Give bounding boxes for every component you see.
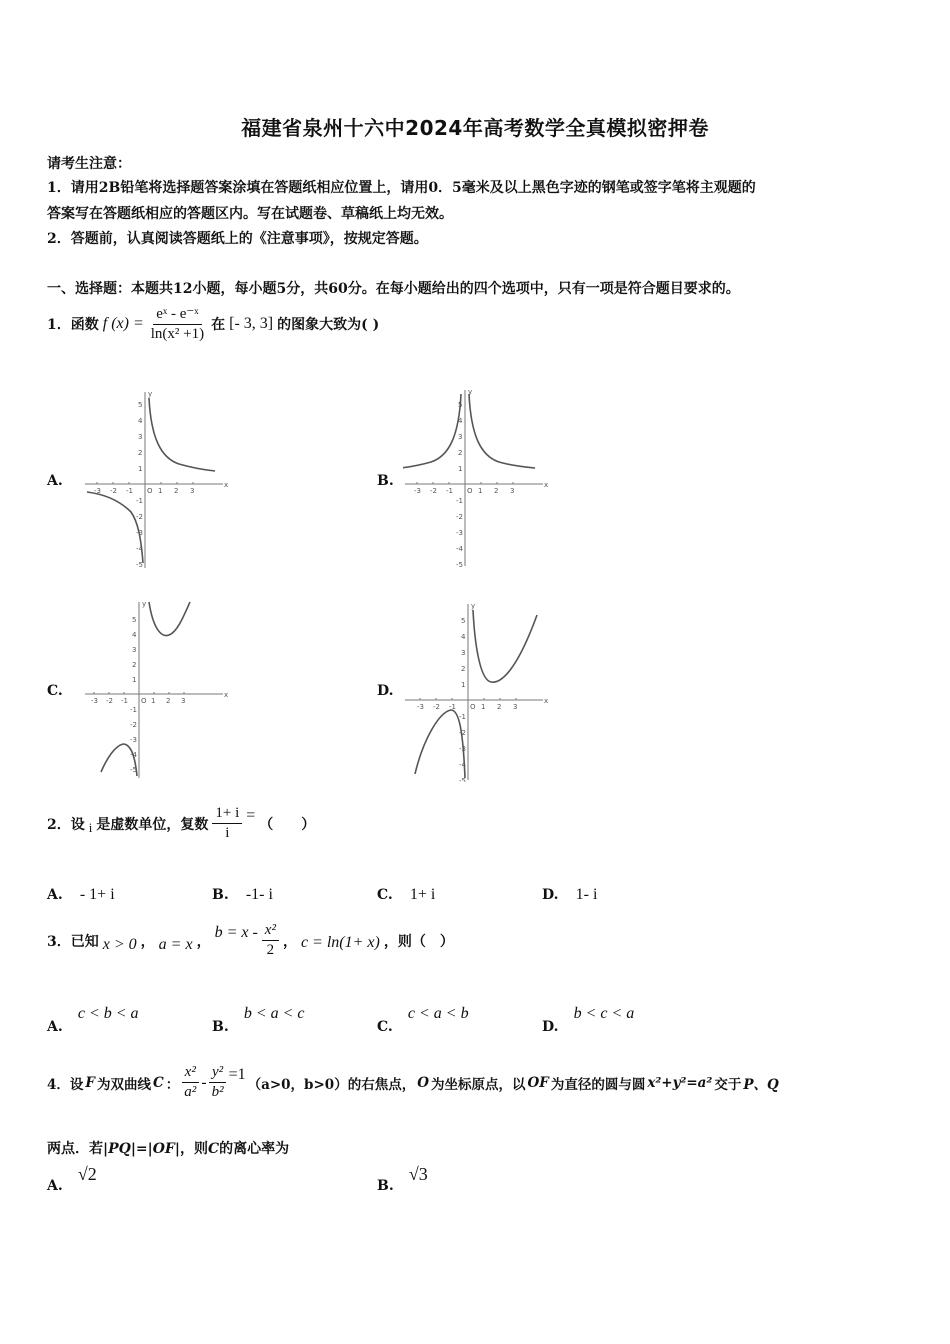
q2-option-b-value: -1- i <box>245 886 273 903</box>
q1-denominator: ln(x² +1) <box>150 326 205 342</box>
y-tick-label: 2 <box>461 665 466 673</box>
page-title: 福建省泉州十六中2024年高考数学全真模拟密押卷 <box>241 116 709 140</box>
y-tick-label: 3 <box>458 433 463 441</box>
q4-text-2: 为坐标原点，以 <box>430 1076 526 1093</box>
y-tick-label: 1 <box>461 681 466 689</box>
q4-line2-c: 的离心率为 <box>219 1141 290 1157</box>
graph-c-curve-right <box>149 602 190 636</box>
q4-O: O <box>417 1074 429 1091</box>
q4-prefix: 4．设 <box>47 1076 84 1093</box>
q4-line2-b: ，则 <box>179 1141 208 1157</box>
graph-d-curve-right <box>473 610 537 682</box>
x-tick-label: -2 <box>433 703 440 711</box>
question-3 <box>47 922 454 959</box>
q2-mid: 是虚数单位，复数 <box>96 816 209 833</box>
q1-graph-c <box>83 598 233 780</box>
q1-graph-d <box>403 600 553 782</box>
q2-eq: = <box>246 806 256 824</box>
x-tick-label: 3 <box>513 703 518 711</box>
y-tick-label: -4 <box>456 545 463 553</box>
q4-line2-a: 两点．若 <box>47 1141 103 1157</box>
q4-text-4: 交于 <box>714 1076 742 1093</box>
q4-abs: |PQ|=|OF| <box>103 1141 180 1157</box>
q3-c: c = ln(1+ x) <box>300 933 380 951</box>
q1-prefix: 1．函数 <box>47 316 99 333</box>
x-tick-label: -3 <box>414 487 421 495</box>
y-tick-label: -1 <box>456 497 463 505</box>
q3-comma-2: ， <box>196 933 211 950</box>
q2-option-a-value: - 1+ i <box>79 886 115 903</box>
x-tick-label: 2 <box>497 703 502 711</box>
question-4-line-2 <box>47 1138 289 1158</box>
x-tick-label: -1 <box>449 703 456 711</box>
graph-a-curve-right <box>149 398 215 471</box>
q2-option-c <box>377 884 435 904</box>
q4-option-a-label: A. <box>47 1178 63 1194</box>
q1-interval: [- 3, 3] <box>229 314 274 332</box>
y-tick-label: 2 <box>458 449 463 457</box>
q4-fraction-2-den: b² <box>211 1084 224 1100</box>
y-tick-label: 1 <box>132 676 137 684</box>
q2-option-b-label: B. <box>212 887 229 903</box>
q4-C: C <box>153 1074 164 1091</box>
q3-option-d <box>542 1003 635 1035</box>
q2-denominator: i <box>225 825 230 841</box>
notice-heading: 请考生注意： <box>47 156 131 172</box>
q1-option-c-label: C. <box>47 683 63 699</box>
x-tick-label: 1 <box>151 697 156 705</box>
q2-prefix: 2．设 <box>47 816 85 833</box>
y-tick-label: -5 <box>459 777 466 782</box>
y-tick-label: 5 <box>138 401 143 409</box>
q2-option-d <box>542 884 597 904</box>
y-tick-label: -2 <box>456 513 463 521</box>
y-tick-label: -2 <box>459 729 466 737</box>
x-tick-label: 3 <box>190 487 195 495</box>
y-axis-label: y <box>142 600 147 608</box>
y-tick-label: -4 <box>459 761 466 769</box>
q3-option-c-value: c < a < b <box>407 1005 469 1022</box>
y-tick-label: 5 <box>132 616 137 624</box>
q2-option-a <box>47 884 115 904</box>
q3-option-c-label: C. <box>377 1019 393 1035</box>
y-tick-label: -5 <box>130 766 137 774</box>
q2-option-b <box>212 884 273 904</box>
graph-d-curve-left <box>415 710 465 778</box>
x-tick-label: -1 <box>126 487 133 495</box>
q3-option-a-label: A. <box>47 1019 63 1035</box>
q3-a: a = x <box>158 935 193 953</box>
graph-a-curve-left <box>87 492 143 563</box>
y-tick-label: 4 <box>132 631 137 639</box>
x-tick-label: O <box>467 487 473 495</box>
q2-numerator: 1+ i <box>212 805 242 824</box>
x-tick-label: -3 <box>91 697 98 705</box>
y-tick-label: 3 <box>132 646 137 654</box>
x-tick-label: 2 <box>174 487 179 495</box>
y-tick-label: 5 <box>458 401 463 409</box>
q2-option-c-label: C. <box>377 887 393 903</box>
q1-fx: f (x) = <box>102 314 144 332</box>
question-4 <box>47 1064 779 1101</box>
x-tick-label: -3 <box>94 487 101 495</box>
q3-b-lhs: b = x - <box>214 923 258 941</box>
y-tick-label: 3 <box>461 649 466 657</box>
y-tick-label: 4 <box>458 417 463 425</box>
q3-comma-3: ， <box>282 933 297 950</box>
y-tick-label: 5 <box>461 617 466 625</box>
q4-colon: ： <box>165 1076 180 1093</box>
x-tick-label: 3 <box>510 487 515 495</box>
y-axis-label: y <box>468 388 473 396</box>
q3-prefix: 3．已知 <box>47 933 99 950</box>
y-tick-label: 2 <box>138 449 143 457</box>
y-tick-label: -3 <box>459 745 466 753</box>
x-tick-label: -2 <box>110 487 117 495</box>
x-tick-label: 3 <box>181 697 186 705</box>
q4-F: F <box>85 1074 95 1091</box>
q1-fraction <box>148 304 207 343</box>
q4-fraction-2-num: y² <box>209 1064 226 1083</box>
q3-option-b-label: B. <box>212 1019 229 1035</box>
y-tick-label: -1 <box>136 497 143 505</box>
q2-option-d-value: 1- i <box>575 886 598 903</box>
question-1 <box>47 304 379 343</box>
y-tick-label: 1 <box>138 465 143 473</box>
y-tick-label: -2 <box>130 721 137 729</box>
x-tick-label: -1 <box>121 697 128 705</box>
q3-b-numerator: x² <box>262 922 279 941</box>
graph-b-curve-right <box>469 394 535 468</box>
q4-fraction-1-den: a² <box>184 1084 197 1100</box>
q4-text-1: 为双曲线 <box>97 1076 151 1093</box>
q3-option-d-label: D. <box>542 1019 559 1035</box>
q1-suffix: 的图象大致为( ) <box>277 316 380 333</box>
y-tick-label: -4 <box>130 751 137 759</box>
y-tick-label: -1 <box>459 713 466 721</box>
q3-option-d-value: b < c < a <box>573 1005 635 1022</box>
q4-option-b-value: √3 <box>408 1164 428 1184</box>
q3-option-a <box>47 1003 139 1035</box>
q1-numerator: eˣ - e⁻ˣ <box>153 304 201 325</box>
q2-option-d-label: D. <box>542 887 559 903</box>
q2-paren: （ ） <box>259 816 316 833</box>
x-tick-label: O <box>147 487 153 495</box>
q1-in: 在 <box>211 316 226 333</box>
x-tick-label: -1 <box>446 487 453 495</box>
q4-text-3: 为直径的圆与圆 <box>550 1076 646 1093</box>
q4-option-b-label: B. <box>377 1178 394 1194</box>
y-tick-label: -3 <box>130 736 137 744</box>
x-tick-label: 1 <box>158 487 163 495</box>
y-tick-label: -5 <box>136 561 143 569</box>
q3-condition: x > 0 <box>102 935 137 953</box>
x-tick-label: -3 <box>417 703 424 711</box>
notice-line-1b: 答案写在答题纸相应的答题区内。写在试题卷、草稿纸上均无效。 <box>47 206 453 222</box>
x-tick-label: 2 <box>494 487 499 495</box>
q3-b-fraction <box>262 922 279 959</box>
y-tick-label: 4 <box>138 417 143 425</box>
y-axis-label: y <box>471 602 476 610</box>
q4-option-a-value: √2 <box>77 1164 97 1184</box>
q3-option-b-value: b < a < c <box>243 1005 305 1022</box>
y-tick-label: 2 <box>132 661 137 669</box>
x-axis-label: x <box>544 697 549 705</box>
question-2 <box>47 805 315 842</box>
q4-circle: x²+y²=a² <box>647 1074 713 1091</box>
q4-option-a <box>47 1164 97 1194</box>
q4-minus: - <box>201 1073 207 1091</box>
q3-option-b <box>212 1003 305 1035</box>
q4-OF: OF <box>527 1074 549 1091</box>
x-axis-label: x <box>224 481 229 489</box>
q3-suffix: ，则（ ） <box>383 933 454 950</box>
q3-option-c <box>377 1003 469 1035</box>
x-tick-label: -2 <box>430 487 437 495</box>
y-tick-label: 4 <box>461 633 466 641</box>
notice-line-2: 2．答题前，认真阅读答题纸上的《注意事项》，按规定答题。 <box>47 231 428 247</box>
section-heading: 一、选择题：本题共12小题，每小题5分，共60分。在每小题给出的四个选项中，只有一项是符合题目要求的。 <box>47 281 740 297</box>
q4-condition: （a>0，b>0）的右焦点， <box>247 1076 416 1093</box>
notice-line-1a: 1．请用2B铅笔将选择题答案涂填在答题纸相应位置上，请用0．5毫米及以上黑色字迹的钢笔或签字笔将主观题的 <box>47 180 756 196</box>
q1-graph-a <box>83 388 233 570</box>
q1-option-d-label: D. <box>377 683 394 699</box>
q1-option-b-label: B. <box>377 473 394 489</box>
q2-option-c-value: 1+ i <box>409 886 436 903</box>
x-tick-label: O <box>141 697 147 705</box>
q4-PQ: P、Q <box>743 1076 779 1093</box>
q4-C2: C <box>207 1141 220 1157</box>
q3-b-denominator: 2 <box>266 942 275 958</box>
x-axis-label: x <box>224 691 229 699</box>
y-tick-label: -2 <box>136 513 143 521</box>
y-tick-label: 3 <box>138 433 143 441</box>
x-tick-label: 1 <box>481 703 486 711</box>
x-tick-label: O <box>470 703 476 711</box>
y-tick-label: -5 <box>456 561 463 568</box>
q2-option-a-label: A. <box>47 887 63 903</box>
graph-b-curve-left <box>403 394 461 468</box>
x-tick-label: 1 <box>478 487 483 495</box>
y-tick-label: -3 <box>136 529 143 537</box>
q3-comma-1: ， <box>140 933 155 950</box>
q4-fraction-1 <box>181 1064 199 1101</box>
y-tick-label: -1 <box>130 706 137 714</box>
y-tick-label: -3 <box>456 529 463 537</box>
y-tick-label: 1 <box>458 465 463 473</box>
q4-option-b <box>377 1164 428 1194</box>
x-axis-label: x <box>544 481 549 489</box>
y-tick-label: -4 <box>136 545 143 553</box>
q2-i: i <box>88 819 93 835</box>
x-tick-label: -2 <box>106 697 113 705</box>
q4-fraction-1-num: x² <box>182 1064 199 1083</box>
q4-fraction-2 <box>209 1064 227 1101</box>
q2-fraction <box>212 805 242 842</box>
q1-option-a-label: A. <box>47 473 63 489</box>
y-axis-label: y <box>148 390 153 398</box>
x-tick-label: 2 <box>166 697 171 705</box>
q3-option-a-value: c < b < a <box>77 1005 139 1022</box>
q4-eq: =1 <box>228 1065 246 1083</box>
q1-graph-b <box>403 386 553 568</box>
